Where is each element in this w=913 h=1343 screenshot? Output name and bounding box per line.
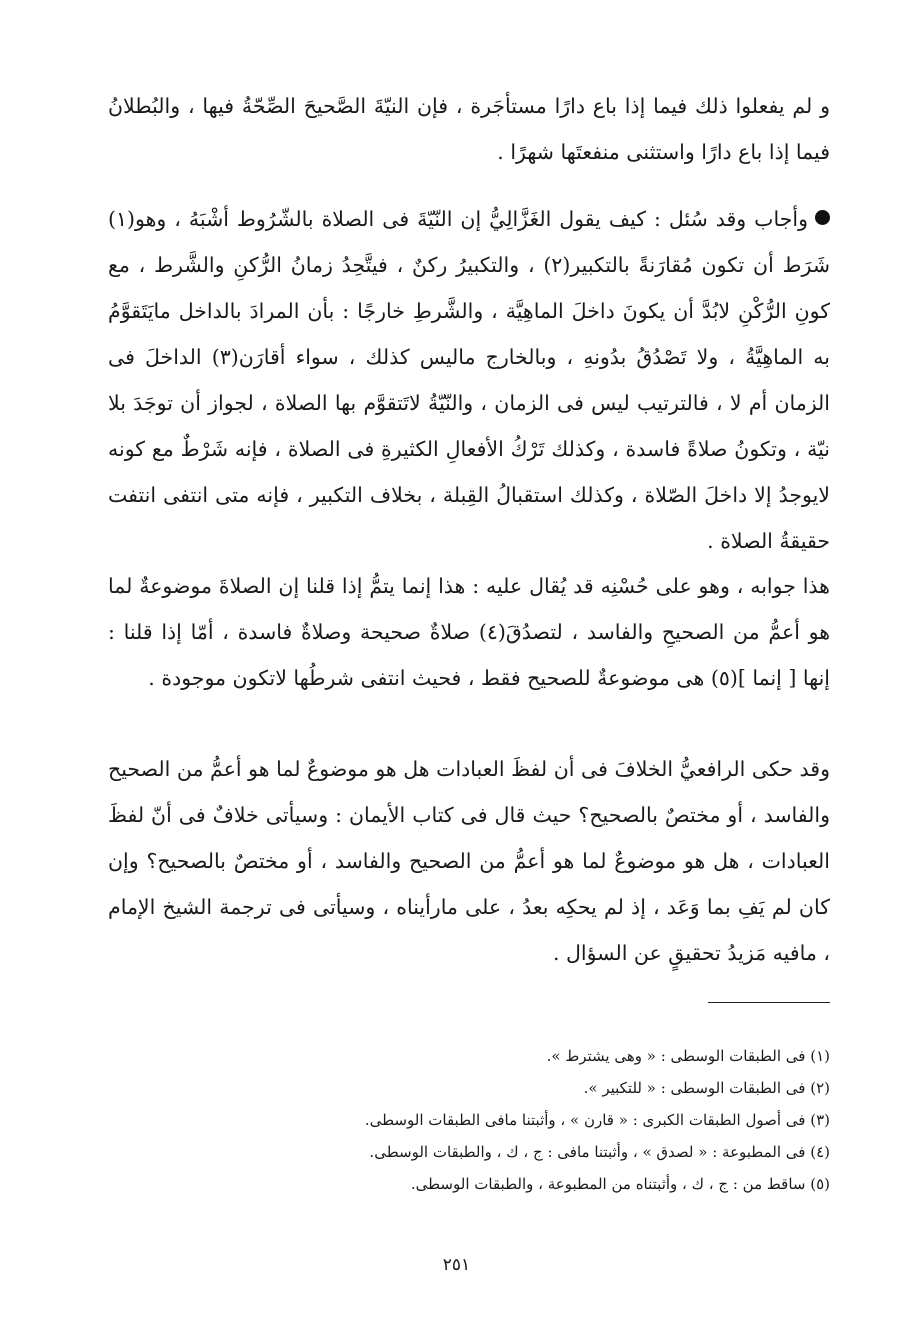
footnote-3: (٣) فى أصول الطبقات الكبرى : « قارن » ، وأثبتنا مافى الطبقات الوسطى.	[364, 1111, 830, 1129]
paragraph-2-text: وأجاب وقد سُئل : كيف يقول الغَزَّالِيُّ إن النّيّةَ فى الصلاة بالشّرُوط أشْبَهُ ، وهو(١) شَرَط أن تكون مُقارَنةً بالتكبير(٢) ، والتكبيرُ ركنٌ ، فيتَّحِدُ زمانُ الرُّكنِ والشَّرط ، مع كونِ الرُّكْنِ لابُدَّ أن يكونَ داخلَ الماهِيَّة ، والشَّرطِ خارجًا : بأن المرادَ بالداخل مايَتَقوَّمُ به الماهِيَّةُ ، ولا تَصْدُقُ بدُونهِ ، وبالخارج ماليس كذلك ، سواء أقارَن(٣) الداخلَ فى الزمان أم لا ، فالترتيب ليس فى الزمان ، والنّيّةُ لاتَتقوَّم بها الصلاة ، لجواز أن توجَدَ بلا نيّة ، وتكونُ صلاةً فاسدة ، وكذلك تَرْكُ الأفعالِ الكثيرةِ فى الصلاة ، فإنه شَرْطٌ مع كونه لايوجدُ إلا داخلَ الصّلاة ، وكذلك استقبالُ القِبلة ، بخلاف التكبير ، فإنه متى انتفى انتفت حقيقةُ الصلاة .	[108, 207, 831, 553]
bullet-icon	[815, 210, 830, 225]
footnote-1: (١) فى الطبقات الوسطى : « وهى يشترط ».	[546, 1047, 830, 1065]
footnote-5: (٥) ساقط من : ج ، ك ، وأثبتناه من المطبوعة ، والطبقات الوسطى.	[410, 1175, 830, 1193]
footnote-4: (٤) فى المطبوعة : « لصدق » ، وأثبتنا مافى : ج ، ك ، والطبقات الوسطى.	[369, 1143, 830, 1161]
footnotes-list	[108, 1040, 830, 1200]
paragraph-4: وقد حكى الرافعيُّ الخلافَ فى أن لفظَ العبادات هل هو موضوعٌ لما هو أعمُّ من الصحيح والفاسد ، أو مختصٌ بالصحيح؟ حيث قال فى كتاب الأيمان : وسيأتى خلافٌ فى أنّ لفظَ العبادات ، هل هو موضوعٌ لما هو أعمُّ من الصحيح والفاسد ، أو مختصٌ بالصحيح؟ وإن كان لم يَفِ بما وَعَد ، إذ لم يحكِه بعدُ ، على مارأيناه ، وسيأتى فى ترجمة الشيخ الإمام ، مافيه مَزيدُ تحقيقٍ عن السؤال .	[108, 757, 830, 965]
paragraph-2	[108, 196, 830, 564]
page-number: ٢٥١	[442, 1255, 471, 1275]
paragraph-3: هذا جوابه ، وهو على حُسْنِه قد يُقال عليه : هذا إنما يتمُّ إذا قلنا إن الصلاةَ موضوعةٌ لما هو أعمُّ من الصحيحِ والفاسد ، لتصدُقَ(٤) صلاةٌ صحيحة وصلاةٌ فاسدة ، أمّا إذا قلنا : إنها [ إنما ](٥) هى موضوعةٌ للصحيح فقط ، فحيث انتفى شرطُها لاتكون موجودة .	[108, 574, 831, 690]
footnote-2: (٢) فى الطبقات الوسطى : « للتكبير ».	[583, 1079, 830, 1097]
paragraph-1: و لم يفعلوا ذلك فيما إذا باع دارًا مستأجَرة ، فإن النيّةَ الصَّحيحَ الصِّحّةُ فيها ، والبُطلانُ فيما إذا باع دارًا واستثنى منفعتَها شهرًا .	[108, 94, 830, 164]
footnote-divider	[708, 1002, 830, 1003]
